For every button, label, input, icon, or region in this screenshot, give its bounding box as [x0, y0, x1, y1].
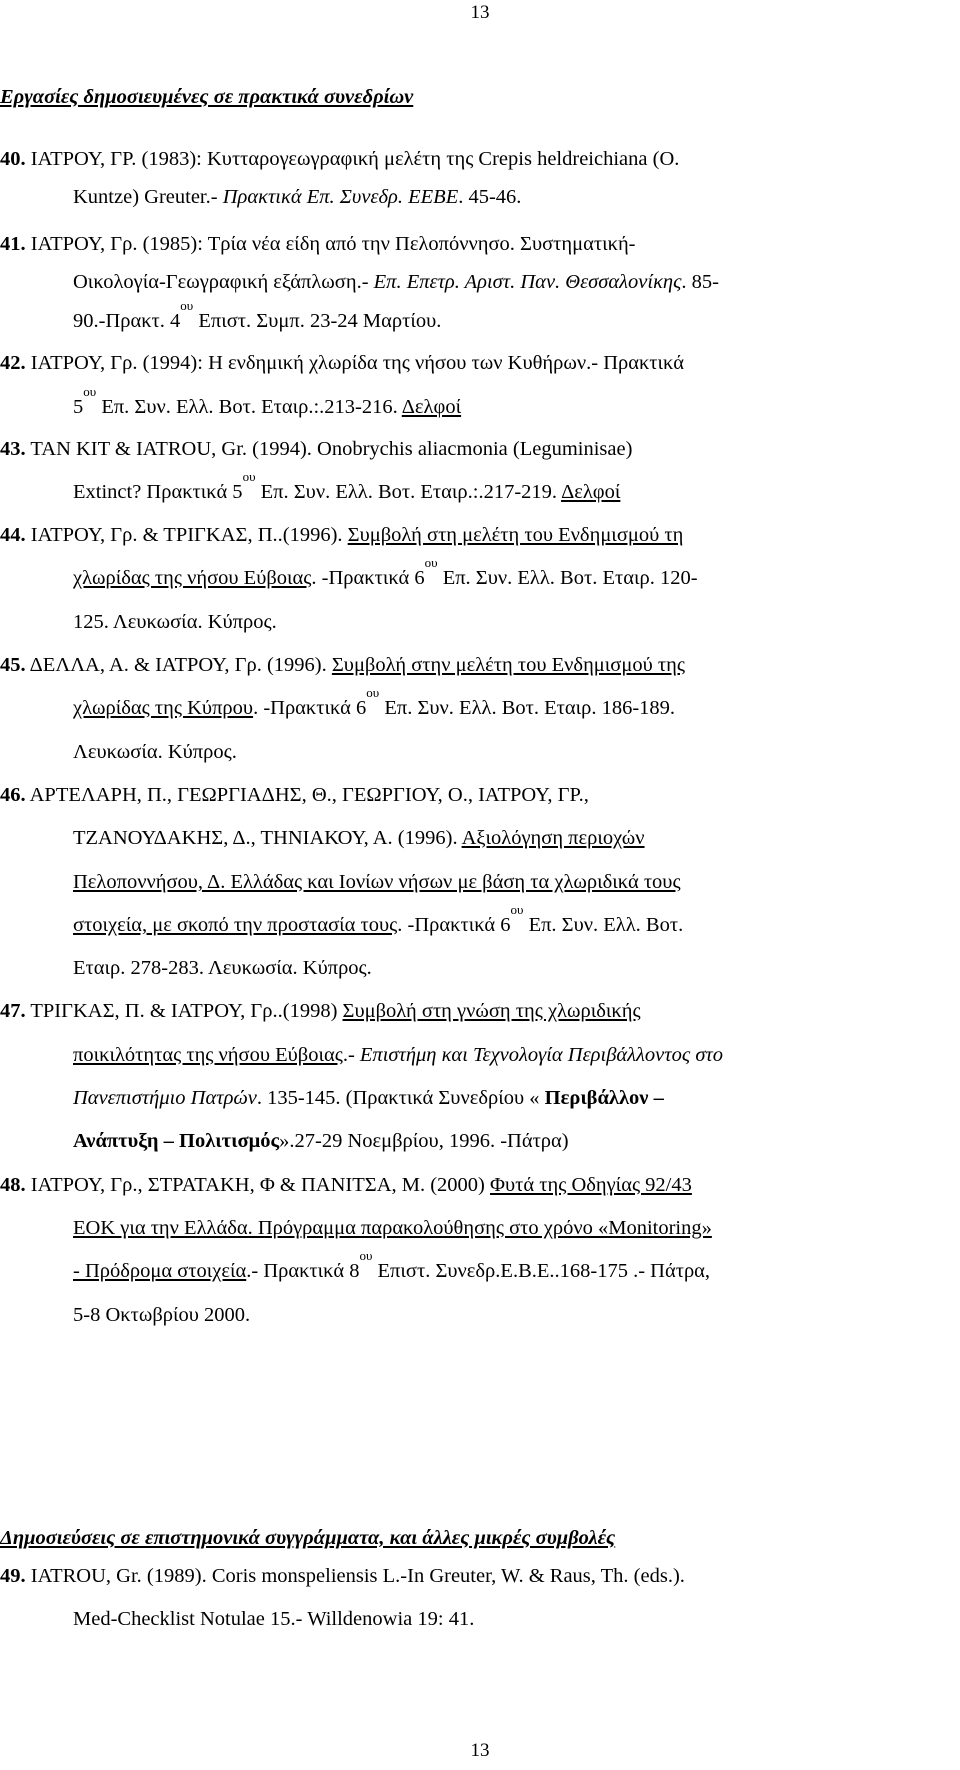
- entry-line: Ανάπτυξη – Πολιτισμός».27-29 Νοεμβρίου, 1996. -Πάτρα): [73, 1130, 569, 1152]
- page-number-top: 13: [470, 2, 490, 23]
- entry-line: Εταιρ. 278-283. Λευκωσία. Κύπρος.: [73, 957, 372, 979]
- entry-line: χλωρίδας της Κύπρου. -Πρακτικά $6^{o\upsilon}$ Επ. Συν. Ελλ. Βοτ. Εταιρ. 186-189.: [73, 685, 676, 719]
- entry-line: 90.-Πρακτ. $4^{o\upsilon}$ Επιστ. Συμπ. 23-24 Μαρτίου.: [73, 298, 442, 332]
- entry-line: 46. ΑΡΤΕΛΑΡΗ, Π., ΓΕΩΡΓΙΑΔΗΣ, Θ., ΓΕΩΡΓΙΟΥ, Ο., ΙΑΤΡΟΥ, ΓΡ.,: [0, 784, 589, 806]
- entry-line: Πανεπιστήμιο Πατρών. 135-145. (Πρακτικά Συνεδρίου « Περιβάλλον –: [73, 1087, 664, 1109]
- section-heading-conference-proceedings: Εργασίες δημοσιευμένες σε πρακτικά συνεδρίων: [0, 86, 414, 108]
- entry-line: - Πρόδρομα στοιχεία.- Πρακτικά $8^{o\upsilon}$ Επιστ. Συνεδρ.Ε.Β.Ε..168-175 .- Πάτρα,: [73, 1248, 711, 1282]
- page-number-bottom: 13: [470, 1740, 490, 1761]
- entry-line: 43. TAN KIT & IATROU, Gr. (1994). Onobrychis aliacmonia (Leguminisae): [0, 438, 633, 460]
- entry-line: χλωρίδας της νήσου Εύβοιας. -Πρακτικά $6^{o\upsilon}$ Επ. Συν. Ελλ. Βοτ. Εταιρ. 120-: [73, 555, 698, 589]
- entry-number: 47.: [0, 1000, 26, 1022]
- entry-line: 40. ΙΑΤΡΟΥ, ΓΡ. (1983): Κυτταρογεωγραφική μελέτη της Crepis heldreichiana (O.: [0, 148, 680, 170]
- entry-line: 41. ΙΑΤΡΟΥ, Γρ. (1985): Τρία νέα είδη από την Πελοπόννησο. Συστηματική-: [0, 233, 636, 255]
- entry-number: 44.: [0, 524, 26, 546]
- entry-number: 49.: [0, 1565, 26, 1587]
- entry-line: Extinct? Πρακτικά $5^{o\upsilon}$ Επ. Συν. Ελλ. Βοτ. Εταιρ.:.217-219. Δελφοί: [73, 469, 621, 503]
- entry-line: 47. ΤΡΙΓΚΑΣ, Π. & ΙΑΤΡΟΥ, Γρ..(1998) Συμβολή στη γνώση της χλωριδικής: [0, 1000, 641, 1022]
- entry-number: 40.: [0, 148, 26, 170]
- entry-line: 44. ΙΑΤΡΟΥ, Γρ. & ΤΡΙΓΚΑΣ, Π..(1996). Συμβολή στη μελέτη του Ενδημισμού τη: [0, 524, 684, 546]
- entry-number: 45.: [0, 654, 26, 676]
- entry-line: Πελοποννήσου, Δ. Ελλάδας και Ιονίων νήσων με βάση τα χλωριδικά τους: [73, 871, 681, 893]
- entry-line: 48. ΙΑΤΡΟΥ, Γρ., ΣΤΡΑΤΑΚΗ, Φ & ΠΑΝΙΤΣΑ, Μ. (2000) Φυτά της Οδηγίας 92/43: [0, 1174, 692, 1196]
- entry-line: 45. ΔΕΛΛΑ, Α. & ΙΑΤΡΟΥ, Γρ. (1996). Συμβολή στην μελέτη του Ενδημισμού της: [0, 654, 685, 676]
- entry-line: 49. IATROU, Gr. (1989). Coris monspeliensis L.-In Greuter, W. & Raus, Th. (eds.).: [0, 1565, 685, 1587]
- entry-line: ΤΖΑΝΟΥΔΑΚΗΣ, Δ., ΤΗΝΙΑΚΟΥ, Α. (1996). Αξιολόγηση περιοχών: [73, 827, 645, 849]
- entry-number: 43.: [0, 438, 26, 460]
- entry-number: 48.: [0, 1174, 26, 1196]
- entry-number: 42.: [0, 352, 26, 374]
- entry-line: 5-8 Οκτωβρίου 2000.: [73, 1304, 251, 1326]
- entry-line: ποικιλότητας της νήσου Εύβοιας.- Επιστήμη και Τεχνολογία Περιβάλλοντος στο: [73, 1044, 724, 1066]
- entry-line: στοιχεία, με σκοπό την προστασία τους. -Πρακτικά $6^{o\upsilon}$ Επ. Συν. Ελλ. Βοτ.: [73, 902, 684, 936]
- entry-line: Λευκωσία. Κύπρος.: [73, 741, 237, 763]
- entry-line: Med-Checklist Notulae 15.- Willdenowia 19: 41.: [73, 1608, 475, 1630]
- entry-number: 46.: [0, 784, 26, 806]
- entry-line: 42. ΙΑΤΡΟΥ, Γρ. (1994): Η ενδημική χλωρίδα της νήσου των Κυθήρων.- Πρακτικά: [0, 352, 684, 374]
- entry-line: Kuntze) Greuter.- Πρακτικά Επ. Συνεδρ. ΕΕΒΕ. 45-46.: [73, 186, 522, 208]
- entry-line: Οικολογία-Γεωγραφική εξάπλωση.- Επ. Επετρ. Αριστ. Παν. Θεσσαλονίκης. 85-: [73, 271, 719, 293]
- entry-line: ΕΟΚ για την Ελλάδα. Πρόγραμμα παρακολούθησης στο χρόνο «Monitoring»: [73, 1217, 712, 1239]
- section-heading-scientific-books: Δημοσιεύσεις σε επιστημονικά συγγράμματα, και άλλες μικρές συμβολές: [0, 1527, 616, 1549]
- entry-number: 41.: [0, 233, 26, 255]
- entry-line: 125. Λευκωσία. Κύπρος.: [73, 611, 277, 633]
- entry-line: $5^{o\upsilon}$ Επ. Συν. Ελλ. Βοτ. Εταιρ.:.213-216. Δελφοί: [73, 384, 462, 418]
